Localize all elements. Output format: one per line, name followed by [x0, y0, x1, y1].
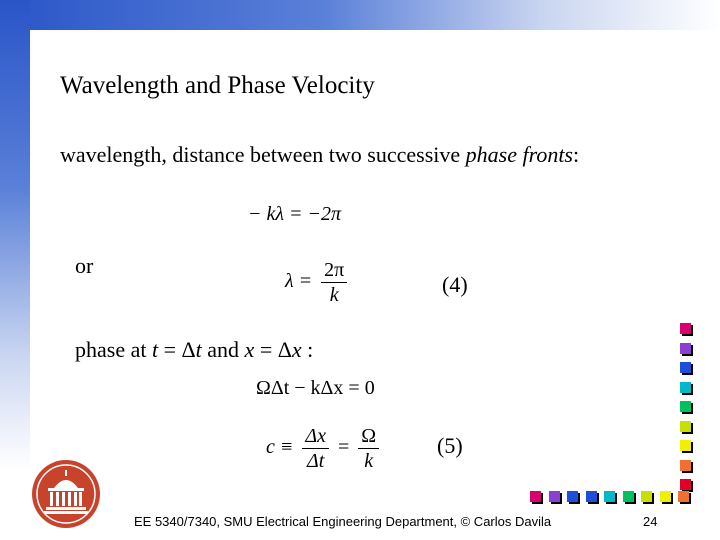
- decorative-square: [680, 460, 691, 471]
- decorative-square: [678, 491, 689, 502]
- eq5-denominator-1: Δt: [307, 450, 325, 472]
- decorative-square: [586, 491, 597, 502]
- eq5-equals: =: [338, 436, 350, 459]
- phase-text-a: phase at: [75, 337, 152, 362]
- decorative-square: [530, 491, 541, 502]
- decorative-square: [623, 491, 634, 502]
- decorative-square: [680, 382, 691, 393]
- equation-number-4: (4): [442, 272, 468, 297]
- phase-text: [75, 337, 313, 363]
- phase-text-e: :: [301, 337, 314, 362]
- intro-italic: phase fronts: [465, 142, 573, 167]
- equation-5: [266, 424, 383, 473]
- eq5-fraction-1: [302, 424, 329, 473]
- phase-text-t: t: [151, 337, 159, 362]
- equation-1: − kλ = −2π: [248, 203, 342, 225]
- or-label: or: [75, 253, 94, 278]
- phase-text-b: = Δ: [158, 337, 196, 362]
- phase-text-t2: t: [195, 337, 202, 362]
- eq4-numerator: 2π: [321, 258, 347, 283]
- decorative-square: [641, 491, 652, 502]
- phase-text-c: and: [201, 337, 245, 362]
- decorative-square: [680, 421, 691, 432]
- phase-text-x2: x: [291, 337, 302, 362]
- eq4-denominator: k: [329, 284, 339, 306]
- equation-4: [285, 258, 351, 307]
- equation-number-5: (5): [437, 433, 463, 458]
- decorative-square: [604, 491, 615, 502]
- decorative-square: [549, 491, 560, 502]
- slide-title: Wavelength and Phase Velocity: [60, 72, 375, 99]
- intro-suffix: :: [573, 142, 580, 167]
- decorative-square: [680, 401, 691, 412]
- eq5-denominator-2: k: [364, 450, 374, 472]
- phase-text-d: = Δ: [254, 337, 292, 362]
- decorative-square: [660, 491, 671, 502]
- top-gradient-bar: [0, 0, 720, 30]
- decorative-square: [567, 491, 578, 502]
- decorative-square: [680, 479, 691, 490]
- left-gradient-bar: [0, 0, 30, 470]
- phase-text-x: x: [244, 337, 255, 362]
- decorative-square: [680, 362, 691, 373]
- eq4-lhs: λ =: [285, 270, 313, 293]
- eq5-lhs: c ≡: [266, 436, 294, 459]
- decorative-square: [680, 343, 691, 354]
- page-number: 24: [643, 514, 658, 529]
- eq5-numerator-2: Ω: [358, 424, 379, 449]
- equation-3: ΩΔt − kΔx = 0: [256, 377, 375, 399]
- smu-dallas-hall-seal-icon: [30, 458, 102, 530]
- eq5-numerator-1: Δx: [302, 424, 329, 449]
- decorative-square: [680, 323, 691, 334]
- footer-text: EE 5340/7340, SMU Electrical Engineering Department, © Carlos Davila: [134, 514, 552, 529]
- decorative-square: [680, 440, 691, 451]
- eq4-fraction: [321, 258, 347, 307]
- intro-text: [60, 142, 579, 168]
- intro-prefix: wavelength, distance between two successive: [60, 142, 466, 167]
- eq5-fraction-2: [358, 424, 379, 473]
